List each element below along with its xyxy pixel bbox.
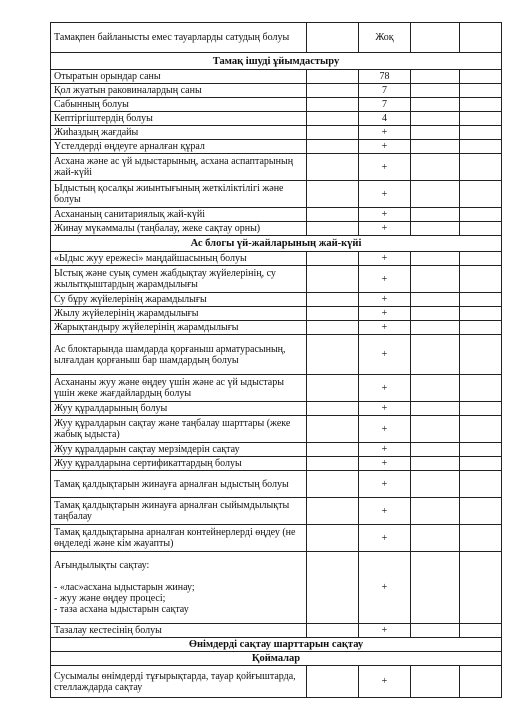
empty-cell — [460, 375, 502, 402]
table-row — [51, 552, 502, 624]
item-value: 4 — [359, 112, 411, 126]
item-label: Су бұру жүйелерінің жарамдылығы — [51, 293, 307, 307]
table-row — [51, 624, 502, 638]
empty-cell — [411, 84, 460, 98]
item-label: Ағындылықты сақтау: - «лас»асхана ыдыстарын жинау; - жуу және өңдеу процесі; - таза асхана ыдыстарын сақтау — [51, 552, 307, 624]
empty-cell — [460, 70, 502, 84]
empty-cell — [411, 375, 460, 402]
empty-cell — [307, 307, 359, 321]
empty-cell — [411, 70, 460, 84]
item-value: + — [359, 154, 411, 181]
section-title: Тамақ ішуді ұйымдастыру — [51, 53, 502, 70]
item-value: + — [359, 293, 411, 307]
item-label: Жуу құралдарына сертификаттардың болуы — [51, 457, 307, 471]
table-row — [51, 293, 502, 307]
item-value: + — [359, 335, 411, 375]
table-row — [51, 140, 502, 154]
empty-cell — [307, 266, 359, 293]
item-label: Тамақпен байланысты емес тауарларды сатудың болуы — [51, 23, 307, 53]
empty-cell — [411, 416, 460, 443]
empty-cell — [307, 443, 359, 457]
item-label: Ас блоктарында шамдарда қорғаныш арматурасының, ылғалдан қорғаныш бар шамдардың болуы — [51, 335, 307, 375]
empty-cell — [460, 624, 502, 638]
empty-cell — [460, 222, 502, 236]
table-row — [51, 84, 502, 98]
empty-cell — [411, 222, 460, 236]
empty-cell — [460, 293, 502, 307]
table-row — [51, 23, 502, 53]
empty-cell — [411, 126, 460, 140]
table-row — [51, 457, 502, 471]
section-title: Қоймалар — [51, 652, 502, 666]
empty-cell — [307, 666, 359, 698]
table-row — [51, 222, 502, 236]
section-header-row — [51, 652, 502, 666]
empty-cell — [460, 443, 502, 457]
empty-cell — [307, 416, 359, 443]
item-label: Асхананың санитариялық жай-күйі — [51, 208, 307, 222]
table-row — [51, 321, 502, 335]
empty-cell — [460, 402, 502, 416]
table-row — [51, 112, 502, 126]
empty-cell — [307, 624, 359, 638]
item-label: Жарықтандыру жүйелерінің жарамдылығы — [51, 321, 307, 335]
item-value: + — [359, 266, 411, 293]
item-label: Сусымалы өнімдерді тұғырықтарда, тауар қойғыштарда, стеллаждарда сақтау — [51, 666, 307, 698]
empty-cell — [307, 222, 359, 236]
empty-cell — [460, 552, 502, 624]
empty-cell — [411, 23, 460, 53]
empty-cell — [307, 498, 359, 525]
empty-cell — [411, 321, 460, 335]
table-row — [51, 126, 502, 140]
empty-cell — [460, 498, 502, 525]
empty-cell — [411, 443, 460, 457]
table-row — [51, 498, 502, 525]
item-label: Сабынның болуы — [51, 98, 307, 112]
item-label: «Ыдыс жуу ережесі» маңдайшасының болуы — [51, 252, 307, 266]
item-label: Асхана және ас үй ыдыстарының, асхана аспаптарының жай-күйі — [51, 154, 307, 181]
item-value: + — [359, 140, 411, 154]
empty-cell — [307, 112, 359, 126]
item-value: 7 — [359, 98, 411, 112]
empty-cell — [460, 335, 502, 375]
empty-cell — [460, 140, 502, 154]
item-label: Жинау мүкәммалы (таңбалау, жеке сақтау орны) — [51, 222, 307, 236]
section-header-row — [51, 236, 502, 252]
item-value: + — [359, 498, 411, 525]
section-header-row — [51, 53, 502, 70]
item-value: 78 — [359, 70, 411, 84]
item-label: Тамақ қалдықтарын жинауға арналған ыдыстың болуы — [51, 471, 307, 498]
empty-cell — [307, 321, 359, 335]
empty-cell — [460, 98, 502, 112]
empty-cell — [411, 335, 460, 375]
table-row — [51, 154, 502, 181]
empty-cell — [411, 112, 460, 126]
table-row — [51, 252, 502, 266]
item-value: + — [359, 181, 411, 208]
item-value: + — [359, 307, 411, 321]
item-label: Асхананы жуу және өңдеу үшін және ас үй ыдыстары үшін жеке жағдайлардың болуы — [51, 375, 307, 402]
empty-cell — [411, 266, 460, 293]
item-label: Ыстық және суық сумен жабдықтау жүйелерінің, су жылытқыштардың жарамдылығы — [51, 266, 307, 293]
item-value: + — [359, 471, 411, 498]
item-label: Тамақ қалдықтарына арналған контейнерлерді өңдеу (не өңделеді және кім жауапты) — [51, 525, 307, 552]
empty-cell — [307, 140, 359, 154]
table-row — [51, 471, 502, 498]
empty-cell — [411, 208, 460, 222]
item-label: Ыдыстың қосалқы жиынтығының жеткіліктілігі және болуы — [51, 181, 307, 208]
item-label: Жуу құралдарының болуы — [51, 402, 307, 416]
item-label: Жуу құралдарын сақтау және таңбалау шарттары (жеке жабық ыдыста) — [51, 416, 307, 443]
empty-cell — [460, 126, 502, 140]
empty-cell — [460, 321, 502, 335]
empty-cell — [411, 307, 460, 321]
empty-cell — [460, 266, 502, 293]
item-label: Тазалау кестесінің болуы — [51, 624, 307, 638]
empty-cell — [307, 457, 359, 471]
item-value: + — [359, 624, 411, 638]
empty-cell — [460, 666, 502, 698]
empty-cell — [411, 181, 460, 208]
item-value: + — [359, 443, 411, 457]
inspection-table — [50, 22, 502, 698]
empty-cell — [411, 252, 460, 266]
empty-cell — [411, 525, 460, 552]
empty-cell — [411, 457, 460, 471]
section-title: Ас блогы үй-жайларының жай-күйі — [51, 236, 502, 252]
empty-cell — [460, 181, 502, 208]
empty-cell — [307, 252, 359, 266]
item-label: Тамақ қалдықтарын жинауға арналған сыйымдылықты таңбалау — [51, 498, 307, 525]
section-title: Өнімдерді сақтау шарттарын сақтау — [51, 638, 502, 652]
empty-cell — [307, 208, 359, 222]
item-value: + — [359, 552, 411, 624]
table-row — [51, 307, 502, 321]
empty-cell — [307, 335, 359, 375]
item-value: + — [359, 416, 411, 443]
table-row — [51, 666, 502, 698]
empty-cell — [411, 293, 460, 307]
empty-cell — [307, 293, 359, 307]
empty-cell — [307, 375, 359, 402]
empty-cell — [460, 252, 502, 266]
table-row — [51, 335, 502, 375]
item-label: Жуу құралдарын сақтау мерзімдерін сақтау — [51, 443, 307, 457]
empty-cell — [460, 471, 502, 498]
item-value: + — [359, 222, 411, 236]
empty-cell — [307, 154, 359, 181]
table-body — [51, 23, 502, 698]
empty-cell — [460, 84, 502, 98]
item-value: + — [359, 666, 411, 698]
item-label: Кептіргіштердің болуы — [51, 112, 307, 126]
table-row — [51, 402, 502, 416]
table-row — [51, 266, 502, 293]
item-value: + — [359, 402, 411, 416]
empty-cell — [460, 457, 502, 471]
item-value: Жоқ — [359, 23, 411, 53]
empty-cell — [411, 498, 460, 525]
item-value: + — [359, 457, 411, 471]
empty-cell — [307, 126, 359, 140]
item-label: Жылу жүйелерінің жарамдылығы — [51, 307, 307, 321]
table-row — [51, 416, 502, 443]
empty-cell — [307, 471, 359, 498]
empty-cell — [411, 402, 460, 416]
item-label: Қол жуатын раковиналардың саны — [51, 84, 307, 98]
empty-cell — [460, 23, 502, 53]
table-row — [51, 208, 502, 222]
empty-cell — [460, 307, 502, 321]
empty-cell — [411, 140, 460, 154]
item-label: Отыратын орындар саны — [51, 70, 307, 84]
item-value: + — [359, 252, 411, 266]
empty-cell — [460, 525, 502, 552]
empty-cell — [411, 471, 460, 498]
item-label: Үстелдерді өңдеуге арналған құрал — [51, 140, 307, 154]
empty-cell — [307, 70, 359, 84]
empty-cell — [460, 208, 502, 222]
item-value: + — [359, 208, 411, 222]
item-value: + — [359, 525, 411, 552]
empty-cell — [411, 624, 460, 638]
empty-cell — [307, 525, 359, 552]
empty-cell — [411, 552, 460, 624]
item-value: + — [359, 126, 411, 140]
empty-cell — [307, 23, 359, 53]
section-header-row — [51, 638, 502, 652]
table-row — [51, 443, 502, 457]
empty-cell — [460, 416, 502, 443]
table-row — [51, 181, 502, 208]
empty-cell — [460, 154, 502, 181]
empty-cell — [411, 154, 460, 181]
empty-cell — [307, 552, 359, 624]
empty-cell — [460, 112, 502, 126]
item-value: 7 — [359, 84, 411, 98]
item-value: + — [359, 375, 411, 402]
empty-cell — [307, 181, 359, 208]
empty-cell — [307, 402, 359, 416]
item-value: + — [359, 321, 411, 335]
table-row — [51, 98, 502, 112]
item-label: Жиһаздың жағдайы — [51, 126, 307, 140]
table-row — [51, 525, 502, 552]
empty-cell — [411, 666, 460, 698]
empty-cell — [307, 84, 359, 98]
empty-cell — [411, 98, 460, 112]
table-row — [51, 375, 502, 402]
empty-cell — [307, 98, 359, 112]
table-row — [51, 70, 502, 84]
